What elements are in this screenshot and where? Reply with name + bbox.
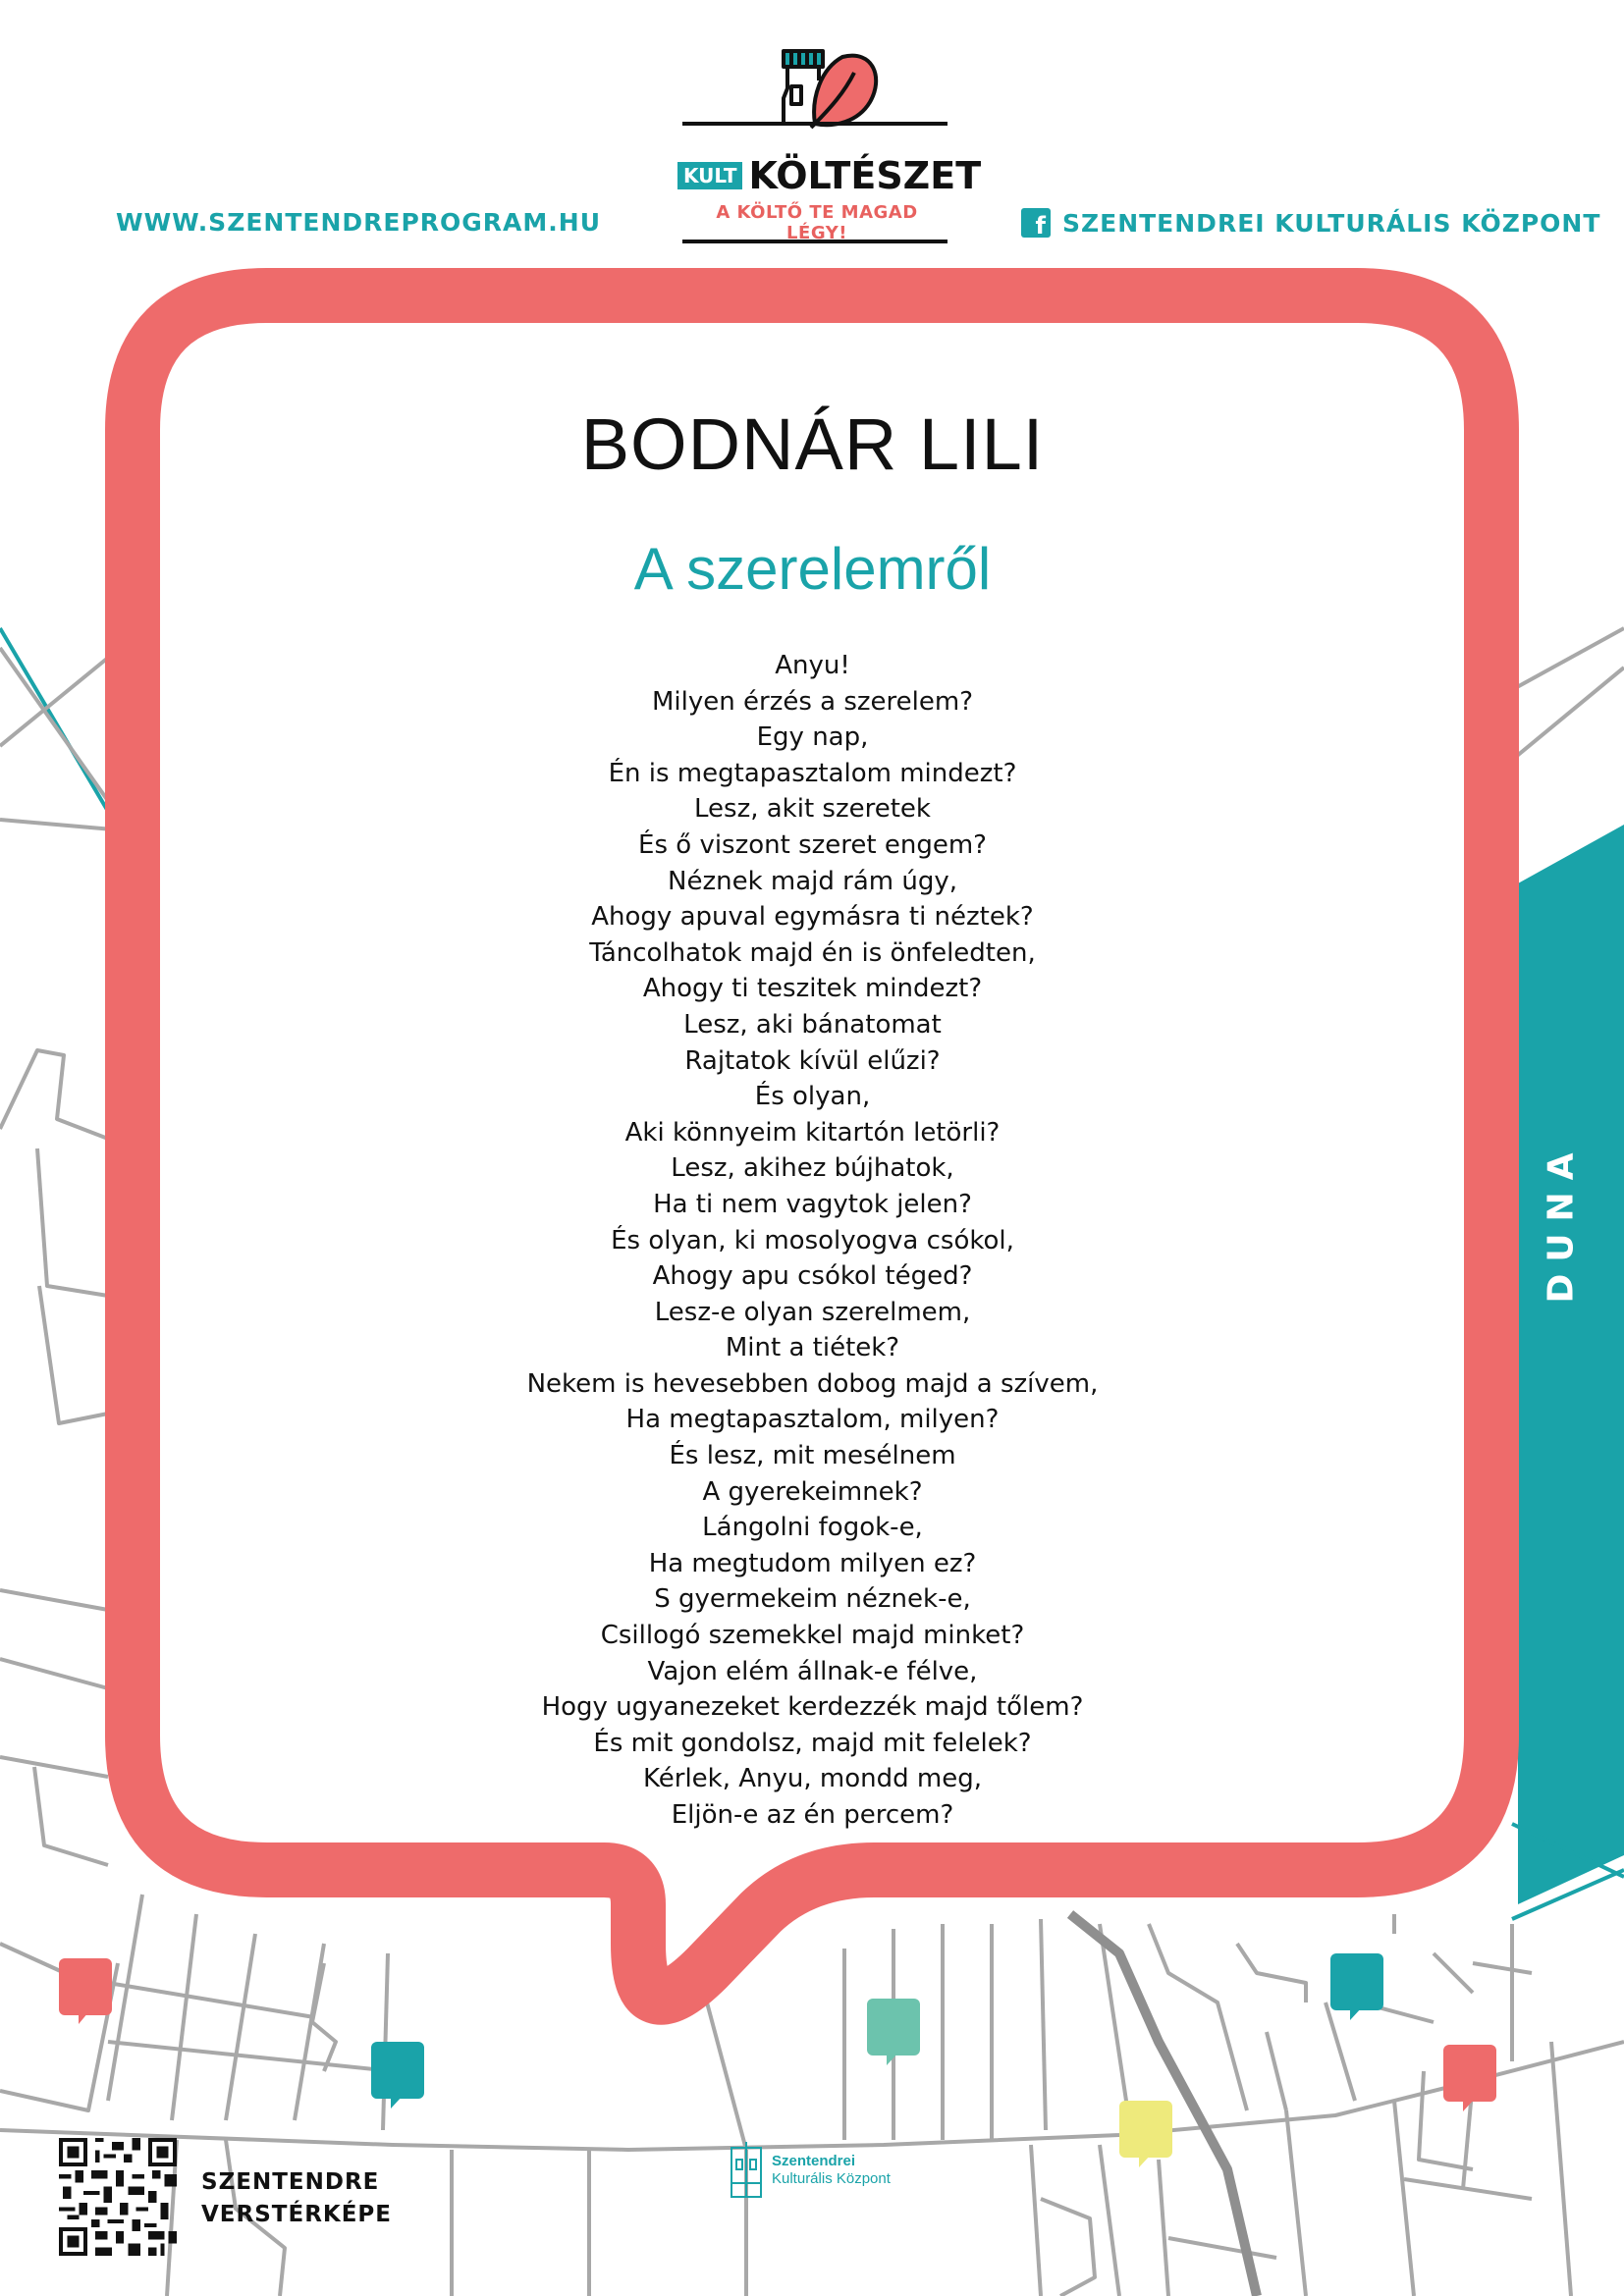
poem-line: Táncolhatok majd én is önfeledten,: [589, 937, 1036, 968]
kult-badge: KULT: [677, 162, 742, 189]
poem-line: Lesz, akit szeretek: [694, 794, 931, 825]
poem-line: Lesz, akihez bújhatok,: [671, 1153, 954, 1184]
logo-tagline: A KÖLTŐ TE MAGAD LÉGY!: [716, 202, 918, 243]
map-name-line1: SZENTENDRE: [201, 2169, 380, 2195]
poem-line: Ahogy apu csókol téged?: [652, 1261, 973, 1292]
poem-line: Anyu!: [775, 651, 850, 680]
skk-logo: [729, 2140, 891, 2201]
speech-bubble-marker: [867, 1999, 920, 2065]
poem-body: [187, 648, 1438, 1834]
map-name: [201, 2166, 392, 2231]
facebook-link[interactable]: [1021, 208, 1600, 238]
poem-line: És mit gondolsz, majd mit felelek?: [593, 1728, 1032, 1758]
poem-line: Egy nap,: [756, 722, 869, 753]
logo-name: KÖLTÉSZET: [748, 154, 982, 197]
poem-line: A gyerekeimnek?: [702, 1476, 923, 1507]
poem-line: Csillogó szemekkel majd minket?: [600, 1621, 1025, 1651]
poem-line: Lesz-e olyan szerelmem,: [654, 1297, 971, 1327]
facebook-label: SZENTENDREI KULTURÁLIS KÖZPONT: [1062, 208, 1601, 238]
qr-code[interactable]: [59, 2138, 177, 2256]
poem-line: Nekem is hevesebben dobog majd a szívem,: [526, 1368, 1099, 1399]
skk-logo-text: [772, 2153, 891, 2188]
poem-line: Ha ti nem vagytok jelen?: [653, 1189, 972, 1219]
skk-logo-line1: Szentendrei: [772, 2153, 856, 2169]
poem-line: Vajon elém állnak-e félve,: [647, 1656, 978, 1686]
poem-line: És olyan, ki mosolyogva csókol,: [611, 1225, 1014, 1255]
poem-line: Eljön-e az én percem?: [671, 1800, 954, 1830]
poem-line: Én is megtapasztalom mindezt?: [608, 758, 1017, 788]
skk-logo-line2: Kulturális Központ: [772, 2170, 891, 2187]
poem-line: És olyan,: [754, 1082, 871, 1112]
poem-line: És lesz, mit mesélnem: [669, 1441, 956, 1471]
speech-bubble-marker: [371, 2042, 424, 2109]
website-link[interactable]: WWW.SZENTENDREPROGRAM.HU: [116, 208, 601, 237]
poem-line: Lángolni fogok-e,: [702, 1513, 923, 1543]
poem-line: Ha megtudom milyen ez?: [648, 1548, 977, 1578]
speech-bubble-marker: [1443, 2045, 1496, 2111]
speech-bubble-marker: [1330, 1953, 1383, 2020]
poem-line: Ahogy apuval egymásra ti néztek?: [591, 902, 1034, 933]
skk-logo-icon: [729, 2140, 764, 2201]
poem-line: Ha megtapasztalom, milyen?: [625, 1405, 1000, 1435]
poem-line: Néznek majd rám úgy,: [668, 866, 957, 896]
river-duna: [1518, 825, 1624, 1904]
poem-line: És ő viszont szeret engem?: [638, 829, 987, 860]
map-name-line2: VERSTÉRKÉPE: [201, 2202, 393, 2227]
poem-title: A szerelemről: [633, 536, 992, 602]
speech-bubble-marker: [59, 1958, 112, 2024]
poem-line: Mint a tiétek?: [725, 1333, 900, 1363]
poem-line: Milyen érzés a szerelem?: [652, 686, 973, 717]
poem-line: Kérlek, Anyu, mondd meg,: [643, 1764, 982, 1794]
speech-bubble-marker: [1119, 2101, 1172, 2167]
poem-line: Aki könnyeim kitartón letörli?: [624, 1117, 1001, 1148]
poem-line: Ahogy ti teszitek mindezt?: [642, 974, 983, 1004]
logo-wordmark: [677, 154, 982, 197]
poem-line: Hogy ugyanezeket kerdezzék majd tőlem?: [541, 1692, 1084, 1723]
river-label: DUNA: [1541, 1141, 1582, 1304]
poem-line: S gyermekeim néznek-e,: [654, 1584, 971, 1615]
facebook-icon: f: [1021, 208, 1051, 238]
poem-line: Rajtatok kívül elűzi?: [684, 1045, 941, 1076]
poem-line: Lesz, aki bánatomat: [683, 1009, 942, 1040]
poem-author: BODNÁR LILI: [580, 403, 1045, 485]
